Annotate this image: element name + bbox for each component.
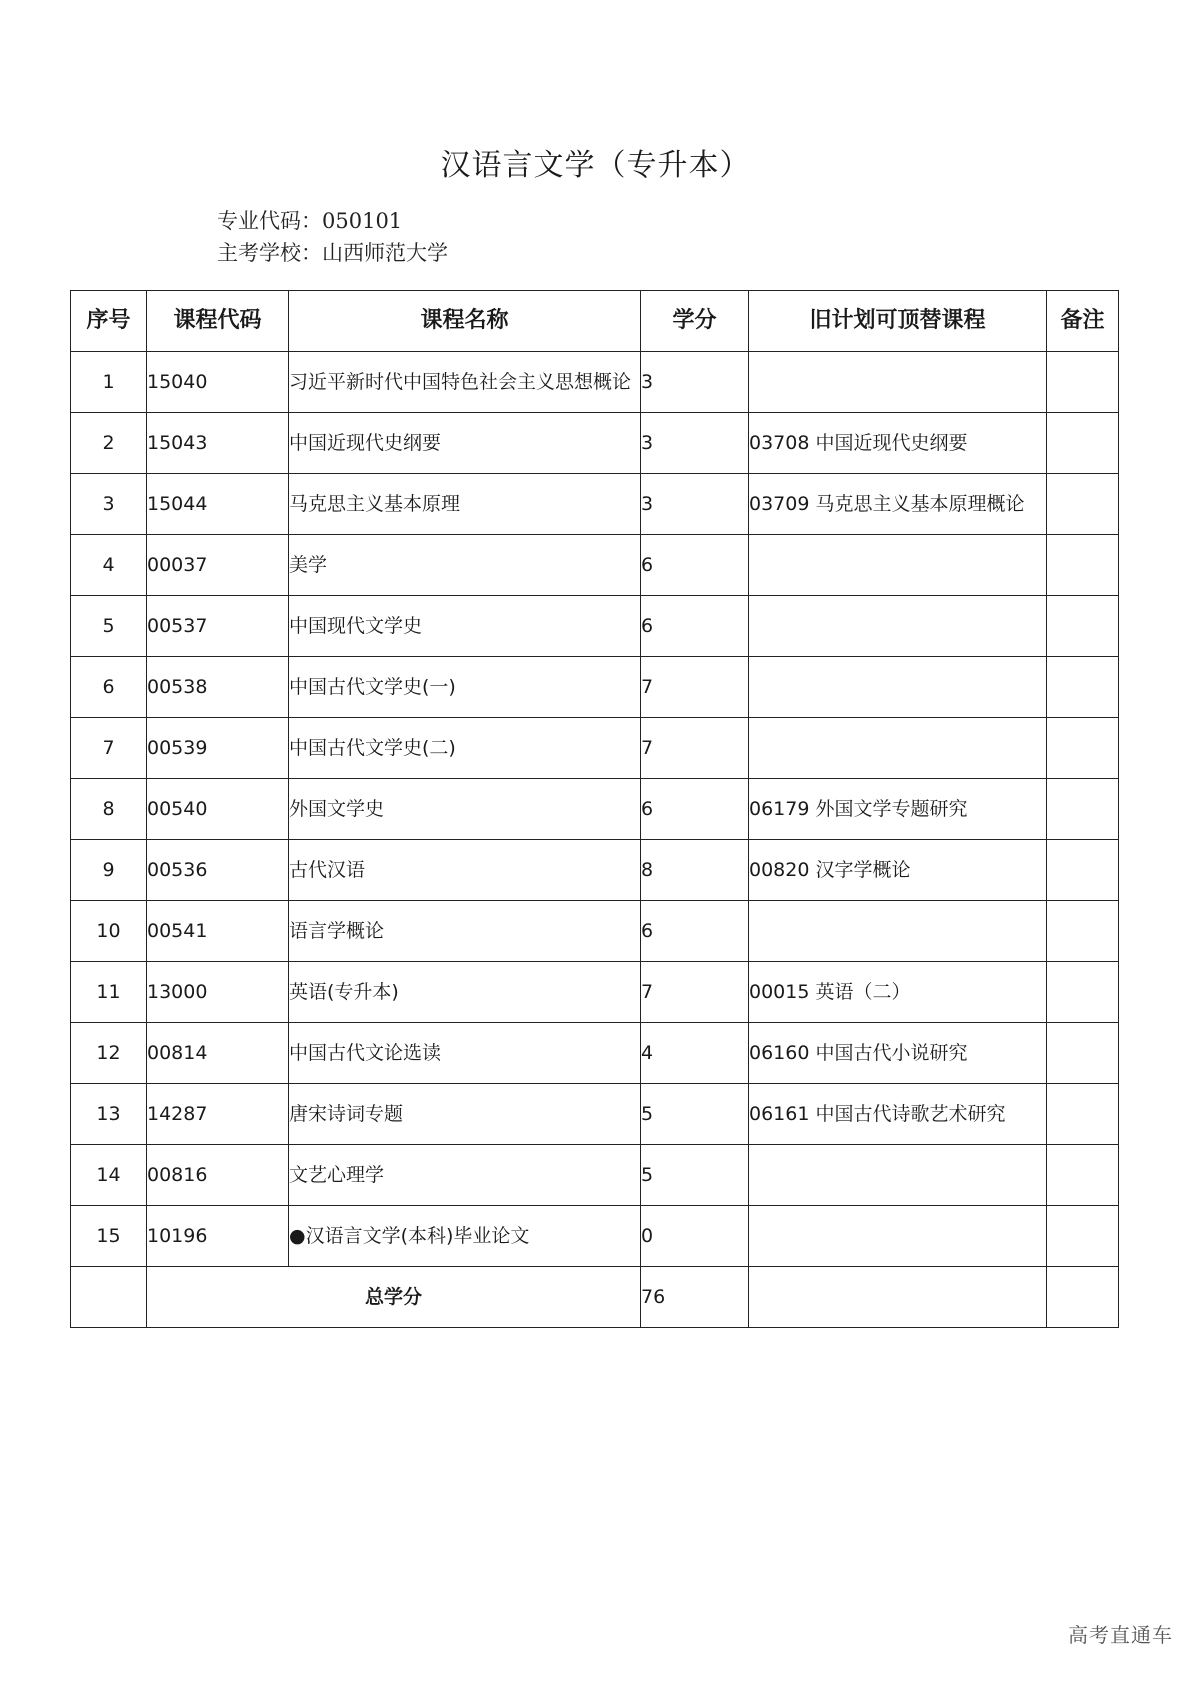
table-header-row xyxy=(71,291,1119,352)
cell-credit: 7 xyxy=(641,657,749,718)
cell-note xyxy=(1047,1145,1119,1206)
cell-seq: 2 xyxy=(71,413,147,474)
cell-code: 00037 xyxy=(147,535,289,596)
total-credit: 76 xyxy=(641,1267,749,1328)
table-row xyxy=(71,779,1119,840)
table-row xyxy=(71,413,1119,474)
cell-replace xyxy=(749,535,1047,596)
cell-replace: 06160 中国古代小说研究 xyxy=(749,1023,1047,1084)
cell-name: 唐宋诗词专题 xyxy=(289,1084,641,1145)
cell-replace: 03709 马克思主义基本原理概论 xyxy=(749,474,1047,535)
cell-seq: 11 xyxy=(71,962,147,1023)
cell-credit: 3 xyxy=(641,474,749,535)
cell-replace xyxy=(749,657,1047,718)
header-replace: 旧计划可顶替课程 xyxy=(749,291,1047,352)
cell-replace xyxy=(749,1145,1047,1206)
cell-code: 00814 xyxy=(147,1023,289,1084)
cell-seq: 13 xyxy=(71,1084,147,1145)
cell-name: 外国文学史 xyxy=(289,779,641,840)
cell-credit: 6 xyxy=(641,596,749,657)
cell-seq: 15 xyxy=(71,1206,147,1267)
cell-seq: 1 xyxy=(71,352,147,413)
table-row xyxy=(71,840,1119,901)
cell-code: 14287 xyxy=(147,1084,289,1145)
cell-replace xyxy=(749,718,1047,779)
cell-note xyxy=(1047,840,1119,901)
cell-note xyxy=(1047,596,1119,657)
cell-note xyxy=(1047,962,1119,1023)
table-row xyxy=(71,962,1119,1023)
table-row xyxy=(71,474,1119,535)
cell-credit: 6 xyxy=(641,901,749,962)
cell-seq: 14 xyxy=(71,1145,147,1206)
cell-note xyxy=(1047,1206,1119,1267)
cell-credit: 6 xyxy=(641,779,749,840)
cell-name: 中国古代文学史(一) xyxy=(289,657,641,718)
cell-note xyxy=(1047,413,1119,474)
cell-code: 15040 xyxy=(147,352,289,413)
cell-code: 10196 xyxy=(147,1206,289,1267)
cell-credit: 7 xyxy=(641,962,749,1023)
cell-replace xyxy=(749,901,1047,962)
cell-credit: 7 xyxy=(641,718,749,779)
cell-note xyxy=(1047,1023,1119,1084)
cell-code: 00539 xyxy=(147,718,289,779)
cell-replace: 06179 外国文学专题研究 xyxy=(749,779,1047,840)
cell-note xyxy=(1047,352,1119,413)
cell-replace xyxy=(749,596,1047,657)
cell-name: 习近平新时代中国特色社会主义思想概论 xyxy=(289,352,641,413)
total-row xyxy=(71,1267,1119,1328)
cell-replace: 06161 中国古代诗歌艺术研究 xyxy=(749,1084,1047,1145)
cell-seq: 8 xyxy=(71,779,147,840)
cell-code: 00541 xyxy=(147,901,289,962)
header-note: 备注 xyxy=(1047,291,1119,352)
cell-name: 马克思主义基本原理 xyxy=(289,474,641,535)
table-row xyxy=(71,1023,1119,1084)
header-code: 课程代码 xyxy=(147,291,289,352)
cell-seq: 9 xyxy=(71,840,147,901)
watermark: 高考直通车 xyxy=(1068,1623,1173,1647)
cell-note xyxy=(1047,657,1119,718)
table-row xyxy=(71,901,1119,962)
table-row xyxy=(71,1145,1119,1206)
table-row xyxy=(71,596,1119,657)
cell-credit: 3 xyxy=(641,352,749,413)
cell-replace: 00015 英语（二） xyxy=(749,962,1047,1023)
cell-code: 13000 xyxy=(147,962,289,1023)
cell-note xyxy=(1047,718,1119,779)
cell-credit: 8 xyxy=(641,840,749,901)
cell-code: 00540 xyxy=(147,779,289,840)
cell-credit: 5 xyxy=(641,1084,749,1145)
cell-name: 语言学概论 xyxy=(289,901,641,962)
cell-credit: 5 xyxy=(641,1145,749,1206)
table-row xyxy=(71,718,1119,779)
total-note-empty xyxy=(1047,1267,1119,1328)
cell-seq: 5 xyxy=(71,596,147,657)
course-rows xyxy=(71,352,1119,1328)
total-seq-empty xyxy=(71,1267,147,1328)
cell-seq: 4 xyxy=(71,535,147,596)
cell-replace xyxy=(749,352,1047,413)
page-title: 汉语言文学（专升本） xyxy=(440,148,751,183)
header-seq: 序号 xyxy=(71,291,147,352)
cell-credit: 6 xyxy=(641,535,749,596)
total-label: 总学分 xyxy=(147,1267,641,1328)
cell-note xyxy=(1047,535,1119,596)
cell-name: 中国古代文论选读 xyxy=(289,1023,641,1084)
cell-code: 00536 xyxy=(147,840,289,901)
total-replace-empty xyxy=(749,1267,1047,1328)
table-row xyxy=(71,352,1119,413)
major-code: 专业代码：050101 xyxy=(217,209,403,233)
cell-name: 中国近现代史纲要 xyxy=(289,413,641,474)
cell-seq: 6 xyxy=(71,657,147,718)
table-row xyxy=(71,535,1119,596)
cell-code: 15044 xyxy=(147,474,289,535)
cell-credit: 0 xyxy=(641,1206,749,1267)
header-credit: 学分 xyxy=(641,291,749,352)
cell-credit: 4 xyxy=(641,1023,749,1084)
cell-name: 美学 xyxy=(289,535,641,596)
cell-name: ●汉语言文学(本科)毕业论文 xyxy=(289,1206,641,1267)
cell-replace xyxy=(749,1206,1047,1267)
cell-seq: 10 xyxy=(71,901,147,962)
cell-seq: 12 xyxy=(71,1023,147,1084)
table-row xyxy=(71,1084,1119,1145)
cell-note xyxy=(1047,901,1119,962)
course-table xyxy=(70,290,1119,1328)
table-row xyxy=(71,657,1119,718)
header-name: 课程名称 xyxy=(289,291,641,352)
table-row xyxy=(71,1206,1119,1267)
cell-code: 00816 xyxy=(147,1145,289,1206)
cell-name: 英语(专升本) xyxy=(289,962,641,1023)
cell-seq: 3 xyxy=(71,474,147,535)
cell-credit: 3 xyxy=(641,413,749,474)
cell-name: 中国古代文学史(二) xyxy=(289,718,641,779)
cell-code: 00537 xyxy=(147,596,289,657)
cell-replace: 00820 汉字学概论 xyxy=(749,840,1047,901)
cell-code: 00538 xyxy=(147,657,289,718)
cell-seq: 7 xyxy=(71,718,147,779)
cell-name: 文艺心理学 xyxy=(289,1145,641,1206)
exam-school: 主考学校：山西师范大学 xyxy=(217,241,448,265)
cell-replace: 03708 中国近现代史纲要 xyxy=(749,413,1047,474)
cell-note xyxy=(1047,1084,1119,1145)
cell-code: 15043 xyxy=(147,413,289,474)
cell-note xyxy=(1047,779,1119,840)
cell-name: 古代汉语 xyxy=(289,840,641,901)
cell-note xyxy=(1047,474,1119,535)
cell-name: 中国现代文学史 xyxy=(289,596,641,657)
